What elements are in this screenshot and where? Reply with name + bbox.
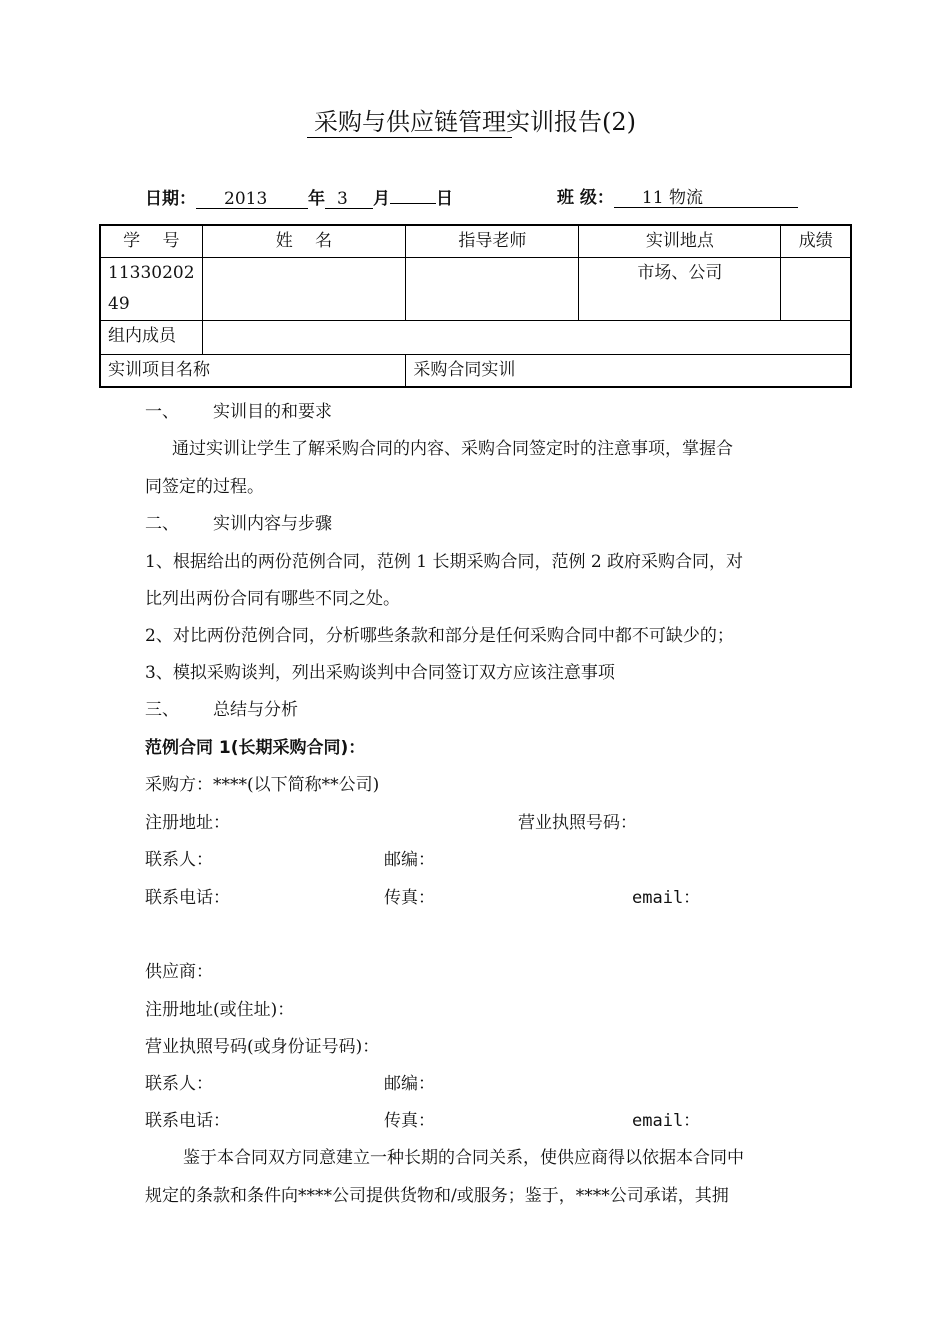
class-line xyxy=(557,183,798,208)
section-1-text-line1: 通过实训让学生了解采购合同的内容、采购合同签定时的注意事项，掌握合 xyxy=(172,439,733,459)
supplier-contact-label: 联系人： xyxy=(145,1074,213,1094)
day-value xyxy=(390,183,436,204)
section-2-number: 二、 xyxy=(145,514,179,534)
table-row xyxy=(100,321,851,355)
section-3-heading xyxy=(145,695,298,720)
student-id-line1: 11330202 xyxy=(108,263,195,283)
postcode-label: 邮编： xyxy=(384,850,435,870)
section-2-item-3: 3、模拟采购谈判，列出采购谈判中合同签订双方应该注意事项 xyxy=(145,663,615,683)
year-value: 2013 xyxy=(196,189,308,209)
header-teacher: 指导老师 xyxy=(406,225,579,258)
project-label: 实训项目名称 xyxy=(100,355,406,388)
section-2-title: 实训内容与步骤 xyxy=(213,514,332,534)
date-line xyxy=(145,183,453,209)
supplier-email-label: email： xyxy=(632,1111,701,1131)
section-3-title: 总结与分析 xyxy=(213,700,298,720)
section-1-title: 实训目的和要求 xyxy=(213,402,332,422)
phone-label: 联系电话： xyxy=(145,888,230,908)
page-title: 采购与供应链管理实训报告(2) xyxy=(314,108,636,136)
location-cell: 市场、公司 xyxy=(579,258,781,321)
day-label: 日 xyxy=(436,189,453,209)
teacher-cell xyxy=(406,258,579,321)
contact-label: 联系人： xyxy=(145,850,213,870)
table-header-row xyxy=(100,225,851,258)
table-row xyxy=(100,258,851,321)
year-label: 年 xyxy=(308,189,325,209)
section-2-heading xyxy=(145,509,332,534)
section-3-number: 三、 xyxy=(145,700,179,720)
supplier-postcode-label: 邮编： xyxy=(384,1074,435,1094)
class-value: 11 物流 xyxy=(614,188,798,208)
project-value: 采购合同实训 xyxy=(406,355,851,388)
section-2-item-2: 2、对比两份范例合同，分析哪些条款和部分是任何采购合同中都不可缺少的； xyxy=(145,626,734,646)
student-info-table xyxy=(99,224,852,388)
score-cell xyxy=(781,258,851,321)
buyer-line: 采购方：****(以下简称**公司) xyxy=(145,775,380,795)
section-2-item-1-line2: 比列出两份合同有哪些不同之处。 xyxy=(145,589,400,609)
title-underline xyxy=(307,137,512,138)
contract-paragraph-line1: 鉴于本合同双方同意建立一种长期的合同关系，使供应商得以依据本合同中 xyxy=(183,1148,744,1168)
month-value: 3 xyxy=(325,189,373,209)
header-location: 实训地点 xyxy=(579,225,781,258)
supplier-address-label: 注册地址(或住址)： xyxy=(145,1000,295,1020)
supplier-fax-label: 传真： xyxy=(384,1111,435,1131)
supplier-phone-label: 联系电话： xyxy=(145,1111,230,1131)
supplier-license-label: 营业执照号码(或身份证号码)： xyxy=(145,1037,380,1057)
section-1-text-line2: 同签定的过程。 xyxy=(145,477,264,497)
header-student-id: 学 号 xyxy=(100,225,202,258)
members-value xyxy=(202,321,851,355)
class-label: 班 级： xyxy=(557,188,614,208)
section-1-heading xyxy=(145,397,332,422)
section-2-item-1-line1: 1、根据给出的两份范例合同，范例 1 长期采购合同，范例 2 政府采购合同，对 xyxy=(145,552,744,572)
header-score: 成绩 xyxy=(781,225,851,258)
date-label: 日期： xyxy=(145,189,196,209)
name-cell xyxy=(202,258,406,321)
license-no-label: 营业执照号码： xyxy=(518,813,637,833)
members-label: 组内成员 xyxy=(100,321,202,355)
table-row xyxy=(100,355,851,388)
header-name: 姓 名 xyxy=(202,225,406,258)
student-id-line2: 49 xyxy=(108,294,130,314)
contract-paragraph-line2: 规定的条款和条件向****公司提供货物和/或服务；鉴于，****公司承诺，其拥 xyxy=(145,1186,729,1206)
section-1-number: 一、 xyxy=(145,402,179,422)
supplier-label: 供应商： xyxy=(145,962,213,982)
contract-heading: 范例合同 1(长期采购合同)： xyxy=(145,738,366,758)
month-label: 月 xyxy=(373,189,390,209)
student-id-cell xyxy=(100,258,202,321)
fax-label: 传真： xyxy=(384,888,435,908)
email-label: email： xyxy=(632,888,701,908)
reg-address-label: 注册地址： xyxy=(145,813,230,833)
